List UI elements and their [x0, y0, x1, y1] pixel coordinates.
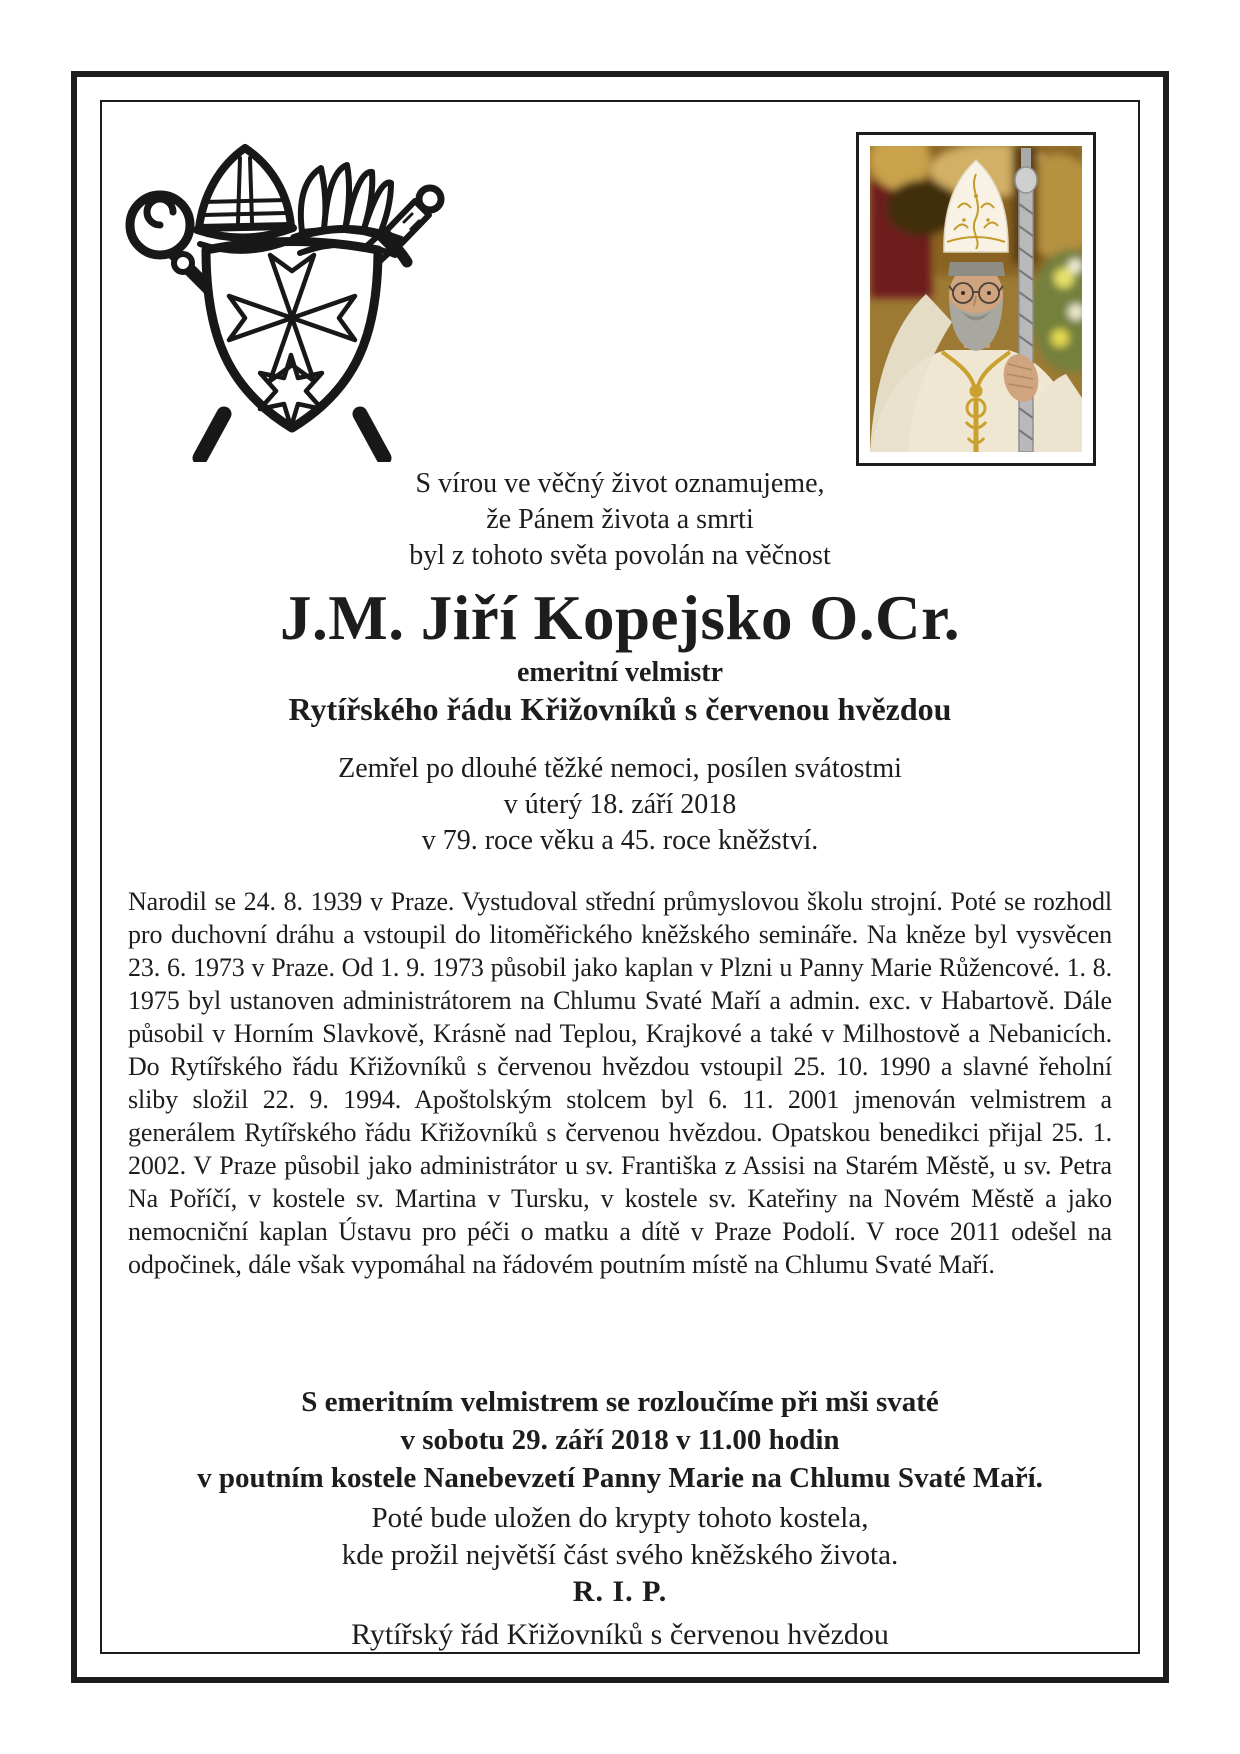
death-info-line: v úterý 18. září 2018 [503, 789, 737, 820]
death-notice [102, 102, 1138, 1652]
order-title: Rytířského řádu Křižovníků s červenou hvězdou [288, 691, 952, 727]
farewell-line: v sobotu 29. září 2018 v 11.00 hodin [400, 1424, 840, 1456]
intro-line: byl z tohoto světa povolán na věčnost [409, 540, 831, 571]
farewell-line: S emeritním velmistrem se rozloučíme při mši svaté [301, 1386, 939, 1418]
burial-line: Poté bude uložen do krypty tohoto kostela, [371, 1502, 869, 1534]
farewell-line: v poutním kostele Nanebevzetí Panny Marie na Chlumu Svaté Maří. [197, 1462, 1043, 1494]
biography-paragraph: Narodil se 24. 8. 1939 v Praze. Vystudoval střední průmyslovou školu strojní. Poté se rozhodl pro duchovní dráhu a vstoupil do litoměřického kněžského semináře. Na kněze byl vysvěcen 23. 6. 1973 v Praze. Od 1. 9. 1973 působil jako kaplan v Plzni u Panny Marie Růžencové. 1. 8. 1975 byl ustanoven administrátorem na Chlumu Svaté Maří a admin. exc. v Habartově. Dále působil v Horním Slavkově, Krásně nad Teplou, Krajkové a také v Milhostově a Nebanicích. Do Rytířského řádu Křižovníků s červenou hvězdou vstoupil 25. 10. 1990 a slavné řeholní sliby složil 22. 9. 1994. Apoštolským stolcem byl 6. 11. 2001 jmenován velmistrem a generálem Rytířského řádu Křižovníků s červenou hvězdou. Opatskou benedikci přijal 25. 1. 2002. V Praze působil jako administrátor u sv. Františka z Assisi na Starém Městě, u sv. Petra Na Poříčí, v kostele sv. Martina v Tursku, v kostele sv. Kateřiny na Novém Městě a jako nemocniční kaplan Ústavu pro péči o matku a dítě v Praze Podolí. V roce 2011 odešel na odpočinek, dále však vypomáhal na řádovém poutním místě na Chlumu Svaté Maří. [128, 887, 1112, 1279]
rip-text: R. I. P. [572, 1575, 668, 1608]
death-info-block [102, 751, 1138, 859]
signature-line: Rytířský řád Křižovníků s červenou hvězdou [351, 1618, 889, 1651]
intro-line: že Pánem života a smrti [486, 504, 754, 535]
portrait-photo [870, 146, 1082, 452]
burial-block [102, 1500, 1138, 1574]
death-info-line: Zemřel po dlouhé těžké nemoci, posílen svátostmi [338, 753, 902, 784]
intro-line: S vírou ve věčný život oznamujeme, [415, 468, 825, 499]
portrait-photo-frame [856, 132, 1096, 466]
deceased-name: J.M. Jiří Kopejsko O.Cr. [280, 583, 960, 653]
header-row [102, 102, 1138, 454]
death-info-line: v 79. roce věku a 45. roce kněžství. [421, 825, 819, 856]
role-title: emeritní velmistr [516, 657, 724, 688]
farewell-block [102, 1383, 1138, 1497]
burial-line: kde prožil největší část svého kněžského života. [341, 1539, 899, 1571]
intro-block [102, 466, 1138, 574]
order-coat-of-arms-icon [120, 122, 450, 462]
